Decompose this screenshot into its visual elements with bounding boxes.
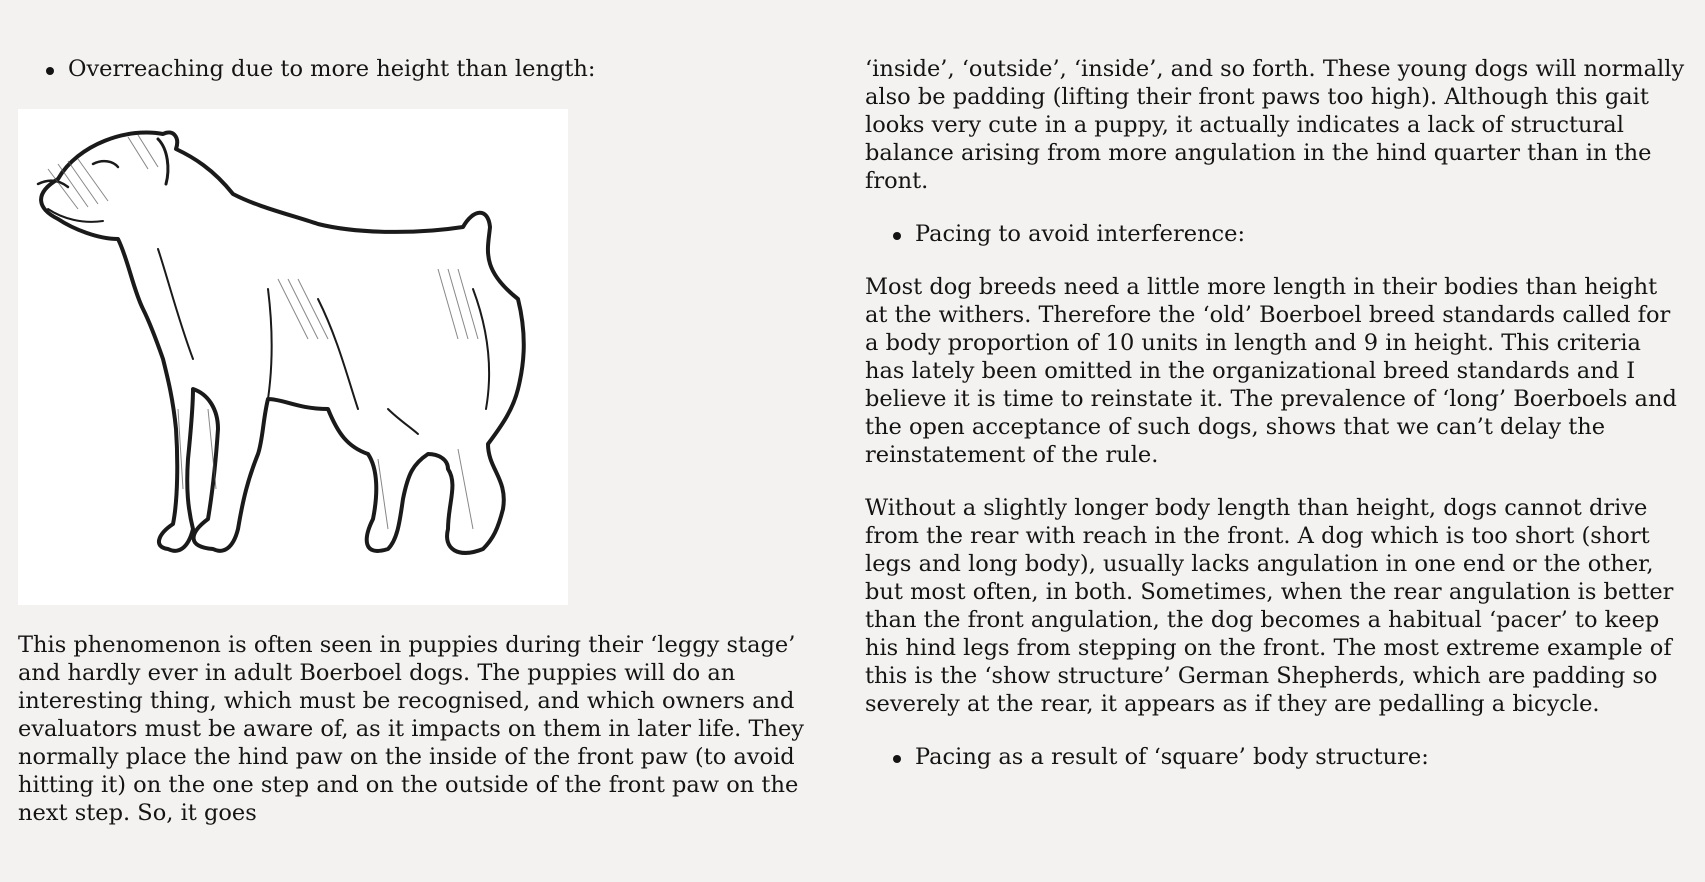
paragraph-body-proportion: Most dog breeds need a little more length in their bodies than height at the withers. Therefore the ‘old’ Boerboel breed standards called for a body proportion of 10 units in length and 9 in height. This criteria has lately been omitted in the organizational breed standards and I believe it is time to reinstate it. The prevalence of ‘long’ Boerboels and the open acceptance of such dogs, shows that we can’t delay the reinstatement of the rule. (865, 274, 1677, 468)
paragraph-inside-outside: ‘inside’, ‘outside’, ‘inside’, and so forth. These young dogs will normally also be padding (lifting their front paws too high). Although this gait looks very cute in a puppy, it actually indicates a lack of structural balance arising from more angulation in the hind quarter than in the front. (865, 56, 1685, 194)
bullet-pacing-interference: Pacing to avoid interference: (915, 220, 1685, 248)
bullet-list (865, 743, 1685, 771)
paragraph-body-length: Without a slightly longer body length than height, dogs cannot drive from the rear with reach in the front. A dog which is too short (short legs and long body), usually lacks angulation in one end or the other, but most often, in both. Sometimes, when the rear angulation is better than the front angulation, the dog becomes a habitual ‘pacer’ to keep his hind legs from stepping on the front. The most extreme example of this is the ‘show structure’ German Shepherds, which are padding so severely at the rear, it appears as if they are pedalling a bicycle. (865, 495, 1674, 717)
left-column (18, 55, 838, 827)
boerboel-dog-sketch-icon (18, 109, 568, 605)
right-column (865, 55, 1685, 771)
dog-figure (18, 109, 568, 605)
bullet-pacing-square: Pacing as a result of ‘square’ body structure: (915, 743, 1685, 771)
bullet-list (18, 55, 838, 83)
bullet-list (865, 220, 1685, 248)
bullet-overreaching: Overreaching due to more height than length: (68, 55, 838, 83)
paragraph-leggy-stage: This phenomenon is often seen in puppies during their ‘leggy stage’ and hardly ever in adult Boerboel dogs. The puppies will do an interesting thing, which must be recognised, and which owners and evaluators must be aware of, as it impacts on them in later life. They normally place the hind paw on the inside of the front paw (to avoid hitting it) on the one step and on the outside of the front paw on the next step. So, it goes (18, 632, 805, 826)
